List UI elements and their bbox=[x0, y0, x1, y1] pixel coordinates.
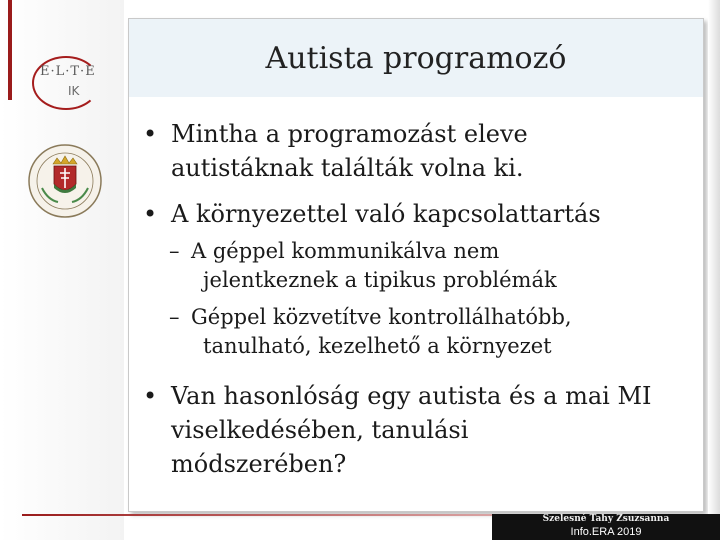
bullet-text: Mintha a programozást eleve bbox=[171, 120, 528, 148]
footer-divider bbox=[22, 514, 492, 516]
bullet-text: autistáknak találták volna ki. bbox=[171, 154, 524, 182]
title-band bbox=[129, 19, 703, 97]
bullet-marker: • bbox=[143, 200, 158, 228]
bullet-marker: • bbox=[143, 120, 158, 148]
logo-sub: IK bbox=[68, 84, 80, 98]
sub-bullet-text: Géppel közvetítve kontrollálhatóbb, bbox=[191, 305, 572, 329]
sub-bullet-marker: – bbox=[169, 239, 180, 263]
sub-bullet-item bbox=[169, 303, 572, 361]
content-panel bbox=[128, 18, 704, 512]
sub-bullet-item bbox=[169, 237, 557, 295]
bullet-text: Van hasonlóság egy autista és a mai MI bbox=[171, 382, 652, 410]
bullet-text: módszerében? bbox=[171, 450, 347, 478]
bullet-marker: • bbox=[143, 382, 158, 410]
bullet-item bbox=[143, 197, 601, 231]
footer-event: Info.ERA 2019 bbox=[570, 526, 642, 538]
slide-title: Autista programozó bbox=[265, 41, 567, 76]
bullet-text: viselkedésében, tanulási bbox=[171, 416, 469, 444]
sidebar bbox=[0, 0, 124, 540]
accent-bar bbox=[8, 0, 12, 100]
sub-bullet-text: jelentkeznek a tipikus problémák bbox=[203, 268, 557, 292]
bullet-text: A környezettel való kapcsolattartás bbox=[171, 200, 601, 228]
university-seal-icon bbox=[24, 138, 106, 220]
bullet-item bbox=[143, 379, 652, 481]
sub-bullet-text: A géppel kommunikálva nem bbox=[191, 239, 500, 263]
bullet-item bbox=[143, 117, 528, 185]
sub-bullet-text: tanulható, kezelhető a környezet bbox=[203, 334, 552, 358]
logo-text: E·L·T·E bbox=[40, 64, 96, 79]
footer-box bbox=[492, 514, 720, 540]
elte-ik-logo bbox=[30, 52, 114, 112]
right-edge-shade bbox=[708, 0, 720, 540]
sub-bullet-marker: – bbox=[169, 305, 180, 329]
footer-author: Szelesné Tahy Zsuzsanna bbox=[542, 514, 670, 524]
